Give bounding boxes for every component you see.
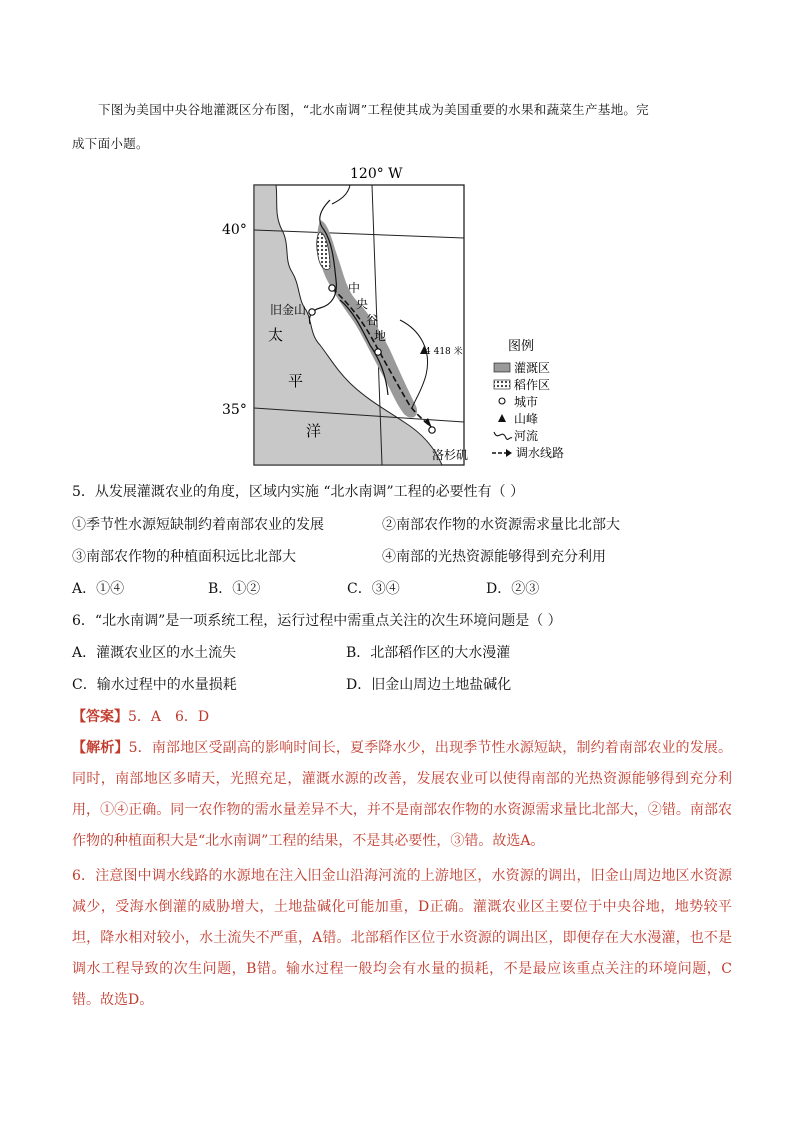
q5-option-b: B．①② <box>208 581 261 597</box>
valley-label-3: 谷 <box>366 313 379 327</box>
legend-city-label: 城市 <box>514 395 539 409</box>
q5-statement-3: ③南部农作物的种植面积远比北部大 <box>72 549 296 565</box>
q5-option-d: D．②③ <box>486 581 540 597</box>
legend-peak-label: 山峰 <box>514 412 539 426</box>
q6-option-d: D．旧金山周边土地盐碱化 <box>346 677 512 693</box>
legend-irrigation-label: 灌溉区 <box>514 361 551 375</box>
answer-label: 【答案】 <box>72 709 128 725</box>
ocean-label-2: 平 <box>288 372 304 390</box>
analysis-q5-text: 5．南部地区受副高的影响时间长，夏季降水少，出现季节性水源短缺，制约着南部农业的发展。同时，南部地区多晴天，光照充足，灌溉水源的改善，发展农业可以使得南部的光热资源能够得到充分利用，①④正确。同一农作物的需水量差异不大，并不是南部农作物的水资源需求量比北部大，②错。南部农作物的种植面积大是“北水南调”工程的结果，不是其必要性，③错。故选A。 <box>72 740 733 849</box>
q6-stem: 6．“北水南调”是一项系统工程，运行过程中需重点关注的次生环境问题是（ ） <box>72 613 562 629</box>
q6-option-b: B．北部稻作区的大水漫灌 <box>346 645 511 661</box>
legend-transfer-label: 调水线路 <box>516 446 565 460</box>
city-marker-la <box>429 427 435 433</box>
q5-option-a: A．①④ <box>72 581 125 597</box>
legend-rice-swatch <box>494 380 510 389</box>
legend-river-swatch <box>494 432 512 439</box>
valley-label-4: 地 <box>374 329 387 343</box>
ocean-label-1: 太 <box>268 326 284 344</box>
analysis-q5 <box>72 733 732 857</box>
answer-line <box>72 707 209 727</box>
city-marker <box>375 349 381 355</box>
q5-statement-4: ④南部的光热资源能够得到充分利用 <box>382 549 606 565</box>
city-marker-sf <box>309 309 315 315</box>
valley-label-2: 央 <box>356 297 369 311</box>
q5-stem: 5．从发展灌溉农业的角度，区域内实施 “北水南调”工程的必要性有（ ） <box>72 484 525 500</box>
intro-line-1: 下图为美国中央谷地灌溉区分布图，“北水南调”工程使其成为美国重要的水果和蔬菜生产基地。完 <box>98 102 649 117</box>
q5-option-c: C．③④ <box>347 581 400 597</box>
legend-transfer-arrow <box>506 449 512 457</box>
q6-option-c: C．输水过程中的水量损耗 <box>72 677 237 693</box>
city-sf-label: 旧金山 <box>270 303 307 317</box>
longitude-label: 120° W <box>350 166 403 182</box>
map-figure <box>220 160 590 472</box>
legend-rice-label: 稻作区 <box>514 378 551 392</box>
analysis-q6 <box>72 861 732 1016</box>
analysis-q6-text: 6．注意图中调水线路的水源地在注入旧金山沿海河流的上游地区，水资源的调出，旧金山周边地区水资源减少，受海水倒灌的威胁增大，土地盐碱化可能加重，D正确。灌溉农业区主要位于中央谷地，地势较平坦，降水相对较小，水土流失不严重，A错。北部稻作区位于水资源的调出区，即便存在大水漫灌，也不是调水工程导致的次生问题，B错。输水过程一般均会有水量的损耗，不是最应该重点关注的环境问题，C错。故选D。 <box>72 868 732 1008</box>
q5-statement-2: ②南部农作物的水资源需求量比北部大 <box>382 517 620 533</box>
legend-title: 图例 <box>508 339 535 354</box>
lat-35-label: 35° <box>222 402 247 418</box>
q5-statement-1: ①季节性水源短缺制约着南部农业的发展 <box>72 517 324 533</box>
intro-line-2: 成下面小题。 <box>72 136 149 151</box>
lat-40-label: 40° <box>222 222 247 238</box>
ocean-label-3: 洋 <box>306 422 322 440</box>
legend-peak-swatch <box>498 414 506 422</box>
central-valley-map <box>220 160 590 472</box>
answer-text: 5．A 6．D <box>128 709 210 725</box>
valley-label-1: 中 <box>348 281 361 295</box>
legend-river-label: 河流 <box>514 429 539 443</box>
peak-label: 4 418 米 <box>425 347 463 357</box>
analysis-label: 【解析】 <box>72 740 129 756</box>
legend-city-swatch <box>499 398 505 404</box>
city-la-label: 洛杉矶 <box>432 448 469 462</box>
city-marker <box>329 285 335 291</box>
q6-option-a: A．灌溉农业区的水土流失 <box>72 645 237 661</box>
legend-irrigation-swatch <box>494 363 510 372</box>
